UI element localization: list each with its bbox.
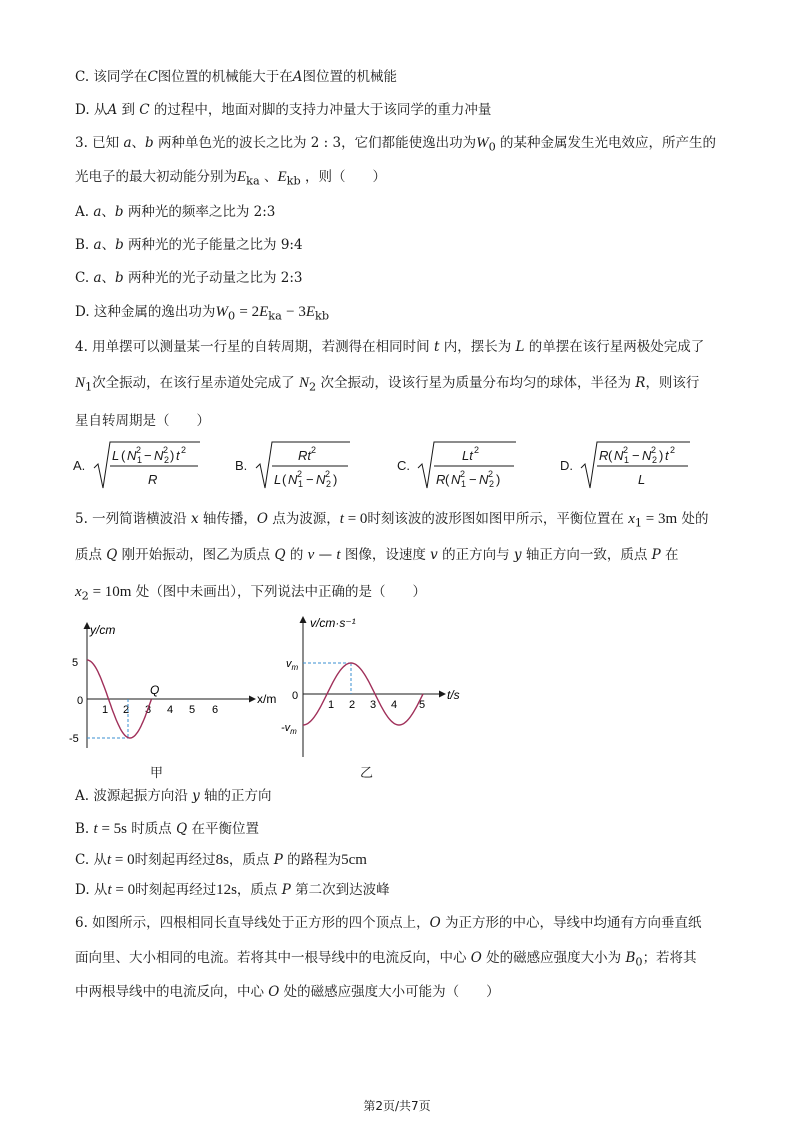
- option-c-prev: C. 该同学在C图位置的机械能大于在A图位置的机械能: [75, 69, 398, 85]
- svg-text:N: N: [154, 448, 164, 463]
- svg-text:2: 2: [311, 445, 317, 455]
- q3-stem-line2: 光电子的最大初动能分别为$E_{ka}$ 、$E_{kb}$ ，则（ ）: [75, 169, 386, 188]
- jia-y-tick-neg5: -5: [69, 733, 79, 745]
- q3-option-b: B. a、b 两种光的光子能量之比为 9:4: [75, 237, 303, 253]
- svg-text:N: N: [451, 472, 461, 487]
- svg-text:2: 2: [181, 445, 187, 455]
- jia-x-tick-5: 5: [189, 704, 196, 716]
- svg-text:(: (: [121, 448, 126, 463]
- q5-option-d: D. 从t = 0时刻起再经过12s，质点 P 第二次到达波峰: [75, 882, 390, 898]
- yi-y-tick-neg-vm: $-v_m$: [281, 722, 297, 736]
- jia-x-tick-6: 6: [212, 704, 219, 716]
- jia-y-tick-0: 0: [77, 695, 84, 707]
- svg-text:Lt: Lt: [462, 448, 473, 463]
- yi-x-tick-4: 4: [391, 699, 398, 711]
- q6-stem-line2: 面向里、大小相同的电流。若将其中一根导线中的电流反向，中心 O 处的磁感应强度大小为 $B_0$；若将其: [75, 950, 697, 969]
- svg-text:L: L: [274, 472, 282, 487]
- svg-text:2: 2: [325, 469, 331, 479]
- svg-text:L: L: [112, 448, 120, 463]
- jia-x-label: x/m: [257, 692, 277, 706]
- q4-option-a-letter: A.: [73, 458, 86, 473]
- svg-text:(: (: [445, 472, 450, 487]
- q5-option-a: A. 波源起振方向沿 y 轴的正方向: [75, 788, 272, 804]
- jia-y-tick-5: 5: [72, 657, 79, 669]
- svg-text:−: −: [144, 448, 152, 463]
- q5-option-b: B. t = 5s 时质点 Q 在平衡位置: [75, 821, 259, 837]
- svg-text:): ): [496, 472, 501, 487]
- svg-text:R: R: [599, 448, 609, 463]
- svg-text:−: −: [469, 472, 477, 487]
- q4-option-b-letter: B.: [235, 458, 248, 473]
- yi-x-tick-2: 2: [349, 699, 356, 711]
- svg-text:N: N: [316, 472, 326, 487]
- svg-text:1: 1: [298, 479, 304, 489]
- q5-stem-line2: 质点 Q 刚开始振动，图乙为质点 Q 的 v — t 图像，设速度 v 的正方向与 y 轴正方向一致，质点 P 在: [75, 547, 679, 563]
- yi-y-tick-vm: $v_m$: [286, 658, 299, 672]
- q3-stem-line1: 3. 已知 a、b 两种单色光的波长之比为 2 : 3，它们都能使逸出功为$W_0$ 的某种金属发生光电效应，所产生的: [75, 135, 717, 154]
- svg-text:L: L: [638, 472, 646, 487]
- svg-text:2: 2: [474, 445, 480, 455]
- figure-yi: [280, 612, 480, 762]
- svg-text:N: N: [127, 448, 137, 463]
- jia-y-label: y/cm: [90, 623, 116, 637]
- svg-text:1: 1: [624, 455, 630, 465]
- yi-x-tick-3: 3: [370, 699, 377, 711]
- page-footer: 第2页/共7页: [363, 1099, 431, 1113]
- figure-yi-caption: 乙: [360, 766, 374, 781]
- svg-text:2: 2: [136, 445, 142, 455]
- yi-x-label: t/s: [447, 688, 460, 702]
- q5-option-c: C. 从t = 0时刻起再经过8s，质点 P 的路程为5cm: [75, 852, 367, 868]
- q5-stem-line1: 5. 一列简谐横波沿 x 轴传播，O 点为波源，t = 0时刻该波的波形图如图甲所示，平衡位置在 $x_1 = 3m$ 处的: [75, 511, 709, 530]
- svg-text:): ): [659, 448, 664, 463]
- svg-text:(: (: [282, 472, 287, 487]
- svg-text:N: N: [642, 448, 652, 463]
- svg-text:t: t: [665, 448, 669, 463]
- svg-text:−: −: [306, 472, 314, 487]
- svg-text:−: −: [632, 448, 640, 463]
- svg-text:R: R: [148, 472, 158, 487]
- svg-text:2: 2: [326, 479, 332, 489]
- svg-text:Rt: Rt: [298, 448, 311, 463]
- svg-text:N: N: [479, 472, 489, 487]
- svg-text:2: 2: [651, 445, 657, 455]
- q4-stem-line2: $N_1$次全振动，在该行星赤道处完成了 $N_2$ 次全振动，设该行星为质量分布均匀的球体，半径为 R，则该行: [75, 375, 700, 394]
- q4-options: [70, 438, 750, 494]
- q4-option-d-letter: D.: [560, 458, 573, 473]
- svg-text:1: 1: [137, 455, 143, 465]
- jia-x-tick-4: 4: [167, 704, 174, 716]
- svg-text:): ): [170, 448, 175, 463]
- yi-y-tick-0: 0: [292, 690, 299, 702]
- svg-text:2: 2: [489, 479, 495, 489]
- q3-option-a: A. a、b 两种光的频率之比为 2:3: [75, 204, 276, 220]
- q5-stem-line3: $x_2 = 10m$ 处（图中未画出），下列说法中正确的是（ ）: [75, 584, 427, 603]
- svg-text:2: 2: [164, 455, 170, 465]
- option-d-prev: D. 从A 到 C 的过程中，地面对脚的支持力冲量大于该同学的重力冲量: [75, 102, 492, 118]
- svg-text:2: 2: [460, 469, 466, 479]
- svg-text:2: 2: [670, 445, 676, 455]
- svg-text:1: 1: [461, 479, 467, 489]
- yi-y-label: v/cm·s⁻¹: [310, 616, 356, 630]
- q3-option-c: C. a、b 两种光的光子动量之比为 2:3: [75, 270, 303, 286]
- yi-x-tick-1: 1: [328, 699, 335, 711]
- q3-option-d: D. 这种金属的逸出功为$W_0 = 2E_{ka} - 3E_{kb}$: [75, 304, 330, 323]
- figure-jia: [60, 618, 280, 753]
- q4-option-c-letter: C.: [397, 458, 410, 473]
- svg-text:(: (: [608, 448, 613, 463]
- q6-stem-line1: 6. 如图所示，四根相同长直导线处于正方形的四个顶点上，O 为正方形的中心，导线中均通有方向垂直纸: [75, 915, 702, 931]
- jia-point-q: Q: [150, 683, 160, 697]
- q6-stem-line3: 中两根导线中的电流反向，中心 O 处的磁感应强度大小可能为（ ）: [75, 984, 500, 1000]
- svg-text:N: N: [288, 472, 298, 487]
- svg-text:t: t: [176, 448, 180, 463]
- svg-text:2: 2: [652, 455, 658, 465]
- svg-text:2: 2: [297, 469, 303, 479]
- svg-text:N: N: [614, 448, 624, 463]
- svg-text:): ): [333, 472, 338, 487]
- q4-stem-line1: 4. 用单摆可以测量某一行星的自转周期，若测得在相同时间 t 内，摆长为 L 的单摆在该行星两极处完成了: [75, 339, 705, 355]
- q4-stem-line3: 星自转周期是（ ）: [75, 413, 210, 429]
- figure-jia-caption: 甲: [150, 766, 164, 781]
- jia-x-tick-1: 1: [102, 704, 109, 716]
- svg-text:2: 2: [623, 445, 629, 455]
- yi-x-tick-5: 5: [419, 699, 426, 711]
- svg-text:R: R: [436, 472, 446, 487]
- svg-text:2: 2: [488, 469, 494, 479]
- jia-x-tick-2: 2: [123, 704, 130, 716]
- svg-text:2: 2: [163, 445, 169, 455]
- jia-x-tick-3: 3: [145, 704, 152, 716]
